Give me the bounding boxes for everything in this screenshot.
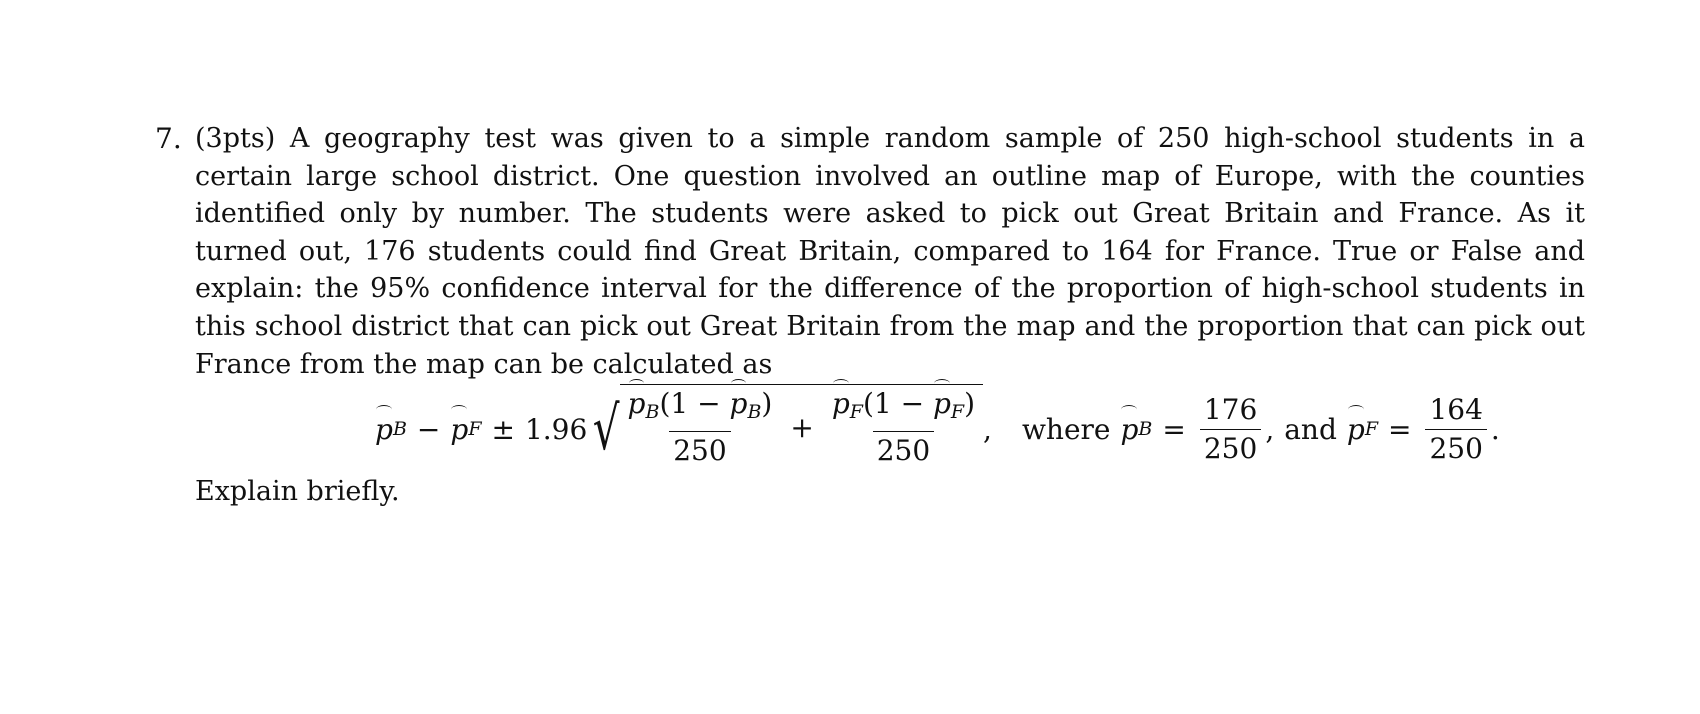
p-hat-b-def: p <box>1120 412 1139 446</box>
problem-7 <box>155 120 1585 511</box>
radicand <box>620 384 984 468</box>
p-hat-f: p <box>450 412 469 446</box>
confidence-interval-formula <box>195 383 1585 473</box>
problem-text: (3pts) A geography test was given to a simple random sample of 250 high-school students in a certain large school district. One question involved an outline map of Europe, with the counties identified only by number. The students were asked to pick out Great Britain and France. As it turned out, 176 students could find Great Britain, compared to 164 for France. True or False and explain: the 95% confidence interval for the difference of the proportion of high-school students in this school district that can pick out Great Britain from the map and the proportion that can pick out France from the map can be calculated as <box>195 123 1585 380</box>
and-text: and <box>1284 412 1337 446</box>
fraction-f: $\frac{164}{250}$ <box>1425 393 1486 466</box>
p-hat-b: p <box>375 412 393 446</box>
closing-instruction: Explain briefly. <box>195 476 400 508</box>
problem-number: 7. <box>155 122 182 155</box>
problem-body <box>195 120 1585 511</box>
fraction-b: $\frac{176}{250}$ <box>1200 393 1261 466</box>
plus-sign: + <box>790 411 814 445</box>
radical-sign-icon: √ <box>593 394 620 465</box>
p-hat-f-def: p <box>1346 412 1365 446</box>
where-text: where <box>1021 412 1111 446</box>
square-root <box>587 387 983 468</box>
variance-term-f: $\frac{p_F(1 - p_F)}{250}$ <box>831 387 976 468</box>
minus-sign: − <box>416 412 441 446</box>
variance-term-b: $\frac{p_B(1 - p_B)}{250}$ <box>627 387 773 468</box>
plus-minus-sign: ± <box>491 412 515 446</box>
formula-line: p B − p F ± 1.96 √ $\frac{p_B(1 - p_B)}{250}$ + $\frac{p_F(1 - p_F)}{250}$ , where p B = $\frac{176}{250}$ , and p F = $\frac{164}{250}$ . <box>375 389 1500 469</box>
z-value: 1.96 <box>524 412 588 446</box>
